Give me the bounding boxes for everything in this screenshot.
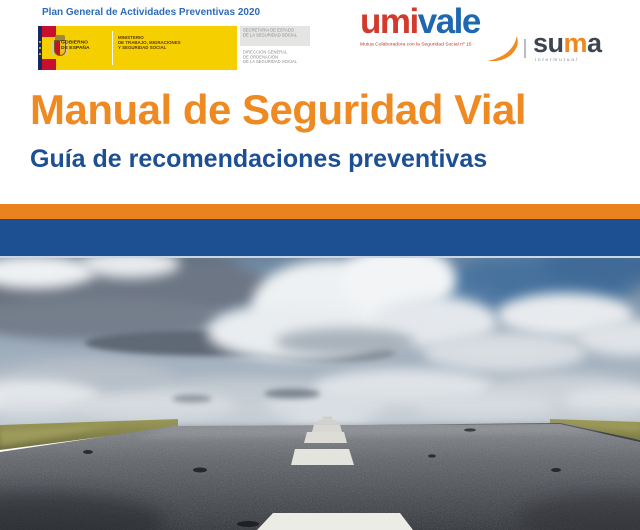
gov-logo-right-block — [240, 26, 310, 70]
ministerio-label: MINISTERIO DE TRABAJO, MIGRACIONES Y SEGURIDAD SOCIAL — [118, 34, 181, 50]
suma-subtext: intermutual — [535, 57, 579, 63]
spain-flag-emblem — [42, 26, 56, 70]
road-photo-image — [0, 258, 640, 530]
secretaria-label: SECRETARÍA DE ESTADO DE LA SEGURIDAD SOCIAL — [240, 26, 310, 46]
umivale-tagline: Mutua Colaboradora con la Seguridad Social nº 15 — [360, 41, 472, 47]
direccion-label: DIRECCIÓN GENERAL DE ORDENACIÓN DE LA SEGURIDAD SOCIAL — [243, 50, 298, 65]
suma-logo — [533, 29, 608, 66]
gov-logo-yellow-block — [56, 26, 237, 70]
page-title: Manual de Seguridad Vial — [30, 86, 527, 133]
plan-title: Plan General de Actividades Preventivas 2020 — [42, 7, 261, 18]
page-subtitle: Guía de recomendaciones preventivas — [30, 145, 488, 173]
suma-wordmark: suma — [533, 28, 602, 58]
orange-divider-bar — [0, 204, 640, 219]
gobierno-espana-logo — [38, 26, 310, 70]
gobierno-label: GOBIERNO DE ESPAÑA — [61, 39, 90, 51]
umivale-wordmark: umivale — [360, 2, 480, 41]
blue-divider-bar — [0, 219, 640, 256]
logo-divider — [524, 39, 526, 58]
umivale-swoosh-icon — [486, 36, 520, 62]
